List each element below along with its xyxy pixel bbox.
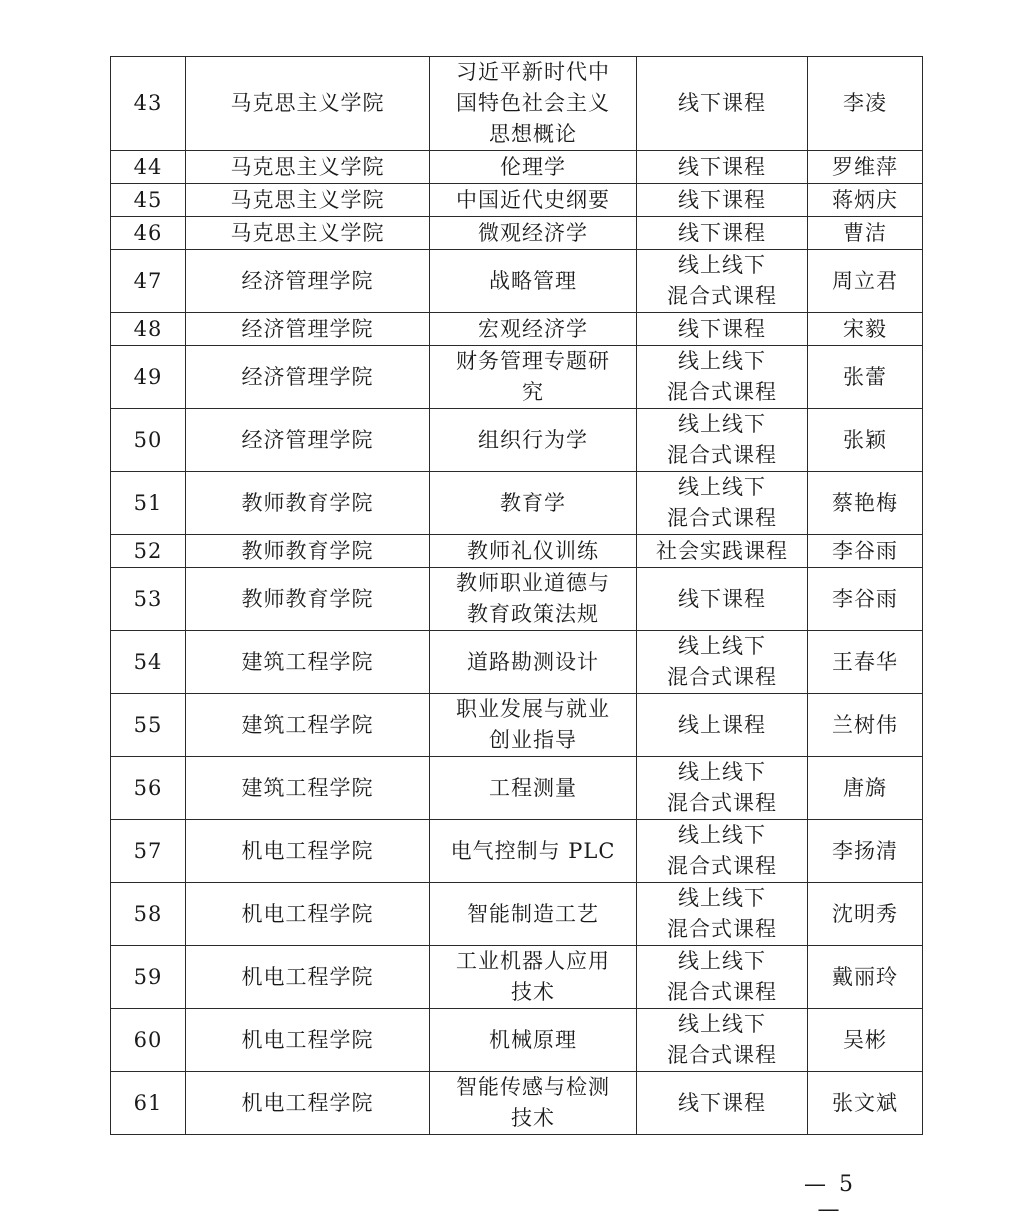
row-number: 54 — [111, 631, 186, 694]
college-cell: 建筑工程学院 — [186, 757, 430, 820]
course-type-cell: 社会实践课程 — [637, 535, 808, 568]
teacher-cell: 曹洁 — [808, 217, 923, 250]
college-cell: 机电工程学院 — [186, 883, 430, 946]
teacher-cell: 兰树伟 — [808, 694, 923, 757]
course-type-cell: 线上线下 混合式课程 — [637, 346, 808, 409]
table-row — [111, 568, 923, 631]
course-type-cell: 线上线下 混合式课程 — [637, 757, 808, 820]
table-row — [111, 409, 923, 472]
course-table-body — [111, 57, 923, 1135]
row-number: 49 — [111, 346, 186, 409]
row-number: 50 — [111, 409, 186, 472]
teacher-cell: 周立君 — [808, 250, 923, 313]
course-cell: 职业发展与就业 创业指导 — [430, 694, 637, 757]
table-row — [111, 820, 923, 883]
teacher-cell: 沈明秀 — [808, 883, 923, 946]
teacher-cell: 张颖 — [808, 409, 923, 472]
table-row — [111, 151, 923, 184]
table-row — [111, 184, 923, 217]
course-type-cell: 线上线下 混合式课程 — [637, 250, 808, 313]
course-cell: 伦理学 — [430, 151, 637, 184]
row-number: 56 — [111, 757, 186, 820]
table-row — [111, 1009, 923, 1072]
course-cell: 教师礼仪训练 — [430, 535, 637, 568]
table-row — [111, 1072, 923, 1135]
course-cell: 战略管理 — [430, 250, 637, 313]
college-cell: 机电工程学院 — [186, 820, 430, 883]
college-cell: 机电工程学院 — [186, 946, 430, 1009]
course-cell: 习近平新时代中 国特色社会主义 思想概论 — [430, 57, 637, 151]
teacher-cell: 吴彬 — [808, 1009, 923, 1072]
row-number: 44 — [111, 151, 186, 184]
teacher-cell: 张蕾 — [808, 346, 923, 409]
table-row — [111, 57, 923, 151]
row-number: 57 — [111, 820, 186, 883]
course-cell: 道路勘测设计 — [430, 631, 637, 694]
college-cell: 建筑工程学院 — [186, 631, 430, 694]
course-type-cell: 线下课程 — [637, 57, 808, 151]
table-row — [111, 694, 923, 757]
row-number: 45 — [111, 184, 186, 217]
college-cell: 马克思主义学院 — [186, 57, 430, 151]
college-cell: 马克思主义学院 — [186, 217, 430, 250]
teacher-cell: 王春华 — [808, 631, 923, 694]
row-number: 53 — [111, 568, 186, 631]
teacher-cell: 戴丽玲 — [808, 946, 923, 1009]
row-number: 55 — [111, 694, 186, 757]
college-cell: 马克思主义学院 — [186, 184, 430, 217]
college-cell: 教师教育学院 — [186, 535, 430, 568]
college-cell: 机电工程学院 — [186, 1072, 430, 1135]
course-type-cell: 线上课程 — [637, 694, 808, 757]
row-number: 61 — [111, 1072, 186, 1135]
table-row — [111, 250, 923, 313]
course-cell: 教育学 — [430, 472, 637, 535]
college-cell: 经济管理学院 — [186, 409, 430, 472]
course-cell: 智能传感与检测 技术 — [430, 1072, 637, 1135]
row-number: 52 — [111, 535, 186, 568]
college-cell: 经济管理学院 — [186, 346, 430, 409]
table-row — [111, 946, 923, 1009]
teacher-cell: 李谷雨 — [808, 568, 923, 631]
course-type-cell: 线上线下 混合式课程 — [637, 1009, 808, 1072]
table-row — [111, 346, 923, 409]
course-cell: 机械原理 — [430, 1009, 637, 1072]
course-type-cell: 线下课程 — [637, 568, 808, 631]
course-type-cell: 线上线下 混合式课程 — [637, 946, 808, 1009]
course-cell: 微观经济学 — [430, 217, 637, 250]
course-cell: 工业机器人应用 技术 — [430, 946, 637, 1009]
table-row — [111, 883, 923, 946]
college-cell: 教师教育学院 — [186, 472, 430, 535]
college-cell: 经济管理学院 — [186, 250, 430, 313]
row-number: 43 — [111, 57, 186, 151]
row-number: 47 — [111, 250, 186, 313]
course-type-cell: 线下课程 — [637, 313, 808, 346]
table-row — [111, 757, 923, 820]
course-type-cell: 线上线下 混合式课程 — [637, 472, 808, 535]
teacher-cell: 李扬清 — [808, 820, 923, 883]
row-number: 59 — [111, 946, 186, 1009]
course-cell: 工程测量 — [430, 757, 637, 820]
course-cell: 中国近代史纲要 — [430, 184, 637, 217]
teacher-cell: 唐旖 — [808, 757, 923, 820]
teacher-cell: 张文斌 — [808, 1072, 923, 1135]
row-number: 58 — [111, 883, 186, 946]
course-cell: 组织行为学 — [430, 409, 637, 472]
course-table — [110, 56, 923, 1135]
row-number: 46 — [111, 217, 186, 250]
college-cell: 建筑工程学院 — [186, 694, 430, 757]
college-cell: 马克思主义学院 — [186, 151, 430, 184]
teacher-cell: 李谷雨 — [808, 535, 923, 568]
course-type-cell: 线下课程 — [637, 151, 808, 184]
teacher-cell: 蒋炳庆 — [808, 184, 923, 217]
course-type-cell: 线下课程 — [637, 217, 808, 250]
table-row — [111, 217, 923, 250]
course-type-cell: 线下课程 — [637, 184, 808, 217]
teacher-cell: 蔡艳梅 — [808, 472, 923, 535]
course-cell: 财务管理专题研 究 — [430, 346, 637, 409]
course-cell: 智能制造工艺 — [430, 883, 637, 946]
teacher-cell: 李凌 — [808, 57, 923, 151]
row-number: 51 — [111, 472, 186, 535]
row-number: 48 — [111, 313, 186, 346]
course-type-cell: 线上线下 混合式课程 — [637, 883, 808, 946]
course-cell: 电气控制与 PLC — [430, 820, 637, 883]
course-type-cell: 线上线下 混合式课程 — [637, 409, 808, 472]
table-row — [111, 472, 923, 535]
table-row — [111, 313, 923, 346]
course-type-cell: 线下课程 — [637, 1072, 808, 1135]
row-number: 60 — [111, 1009, 186, 1072]
course-cell: 教师职业道德与 教育政策法规 — [430, 568, 637, 631]
page-number: — 5 — — [804, 1172, 856, 1222]
teacher-cell: 宋毅 — [808, 313, 923, 346]
college-cell: 教师教育学院 — [186, 568, 430, 631]
course-type-cell: 线上线下 混合式课程 — [637, 820, 808, 883]
course-type-cell: 线上线下 混合式课程 — [637, 631, 808, 694]
table-row — [111, 631, 923, 694]
teacher-cell: 罗维萍 — [808, 151, 923, 184]
college-cell: 机电工程学院 — [186, 1009, 430, 1072]
course-cell: 宏观经济学 — [430, 313, 637, 346]
table-row — [111, 535, 923, 568]
college-cell: 经济管理学院 — [186, 313, 430, 346]
